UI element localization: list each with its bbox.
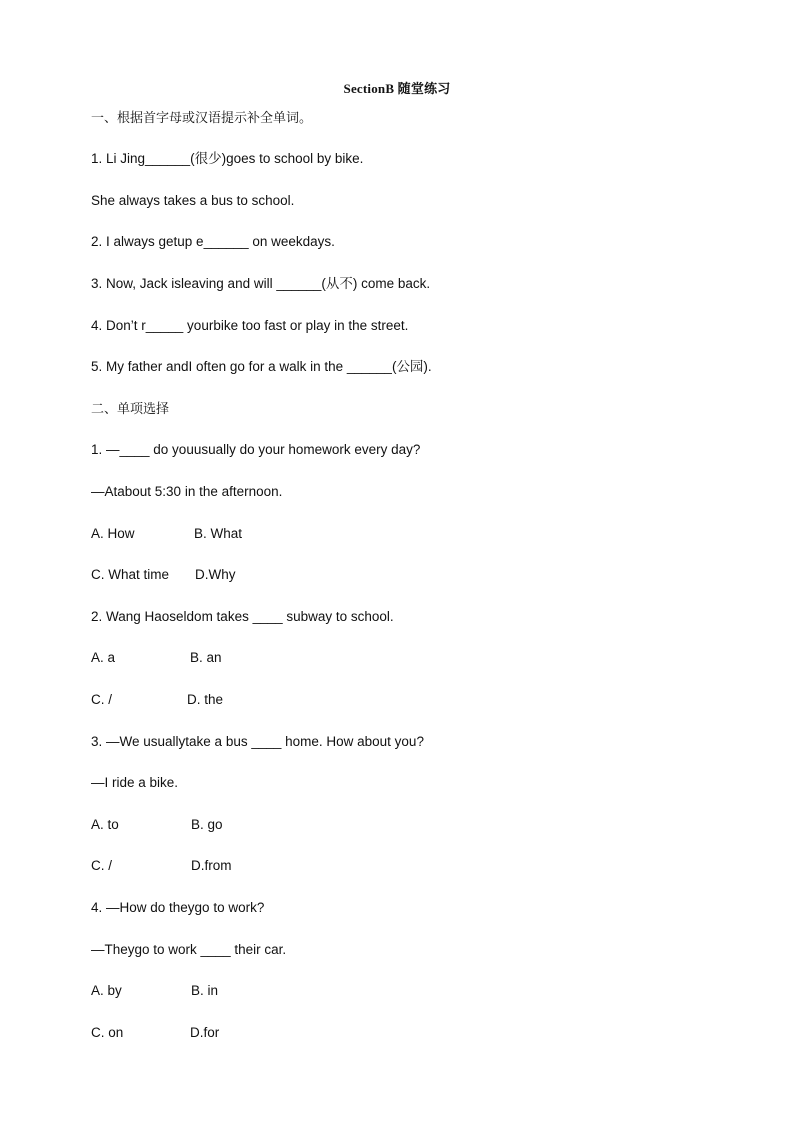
section-heading-fill-in: 一、根据首字母或汉语提示补全单词。 — [91, 110, 313, 125]
fill-question-5: 5. My father andI often go for a walk in the ______(公园). — [91, 359, 432, 374]
section-heading-multiple-choice: 二、单项选择 — [91, 401, 170, 416]
option-b: B. go — [191, 817, 223, 832]
fill-question-1: 1. Li Jing______(很少)goes to school by bike. — [91, 151, 364, 166]
fill-question-1-continuation: She always takes a bus to school. — [91, 193, 295, 208]
option-d: D. the — [187, 692, 224, 707]
fill-question-2: 2. I always getup e______ on weekdays. — [91, 234, 335, 249]
mc-question-1-stem: 1. —____ do youusually do your homework every day? — [91, 442, 421, 457]
mc-question-4-options-ab — [91, 983, 218, 999]
mc-question-4-stem: 4. —How do theygo to work? — [91, 900, 265, 915]
option-a: A. How — [91, 526, 135, 541]
mc-question-2-options-ab — [91, 650, 222, 666]
mc-question-1-options-cd — [91, 567, 236, 583]
mc-question-2-stem: 2. Wang Haoseldom takes ____ subway to school. — [91, 609, 394, 624]
option-c: C. / — [91, 858, 113, 873]
fill-question-3: 3. Now, Jack isleaving and will ______(从不) come back. — [91, 276, 431, 291]
option-b: B. in — [191, 983, 219, 998]
mc-question-3-stem: 3. —We usuallytake a bus ____ home. How about you? — [91, 734, 424, 749]
mc-question-2-options-cd — [91, 692, 223, 708]
option-c: C. What time — [91, 567, 170, 582]
mc-question-3-options-ab — [91, 817, 223, 833]
option-b: B. an — [190, 650, 222, 665]
mc-question-1-options-ab — [91, 526, 242, 542]
option-c: C. on — [91, 1025, 124, 1040]
option-c: C. / — [91, 692, 113, 707]
mc-question-1-reply: —Atabout 5:30 in the afternoon. — [91, 484, 283, 499]
option-d: D.for — [190, 1025, 220, 1040]
option-d: D.Why — [195, 567, 236, 582]
fill-question-4: 4. Don’t r_____ yourbike too fast or play in the street. — [91, 318, 409, 333]
mc-question-4-options-cd — [91, 1025, 219, 1041]
option-b: B. What — [194, 526, 243, 541]
option-a: A. by — [91, 983, 122, 998]
mc-question-3-reply: —I ride a bike. — [91, 775, 179, 790]
page-title: SectionB 随堂练习 — [343, 81, 451, 96]
option-a: A. to — [91, 817, 119, 832]
option-a: A. a — [91, 650, 116, 665]
mc-question-3-options-cd — [91, 858, 232, 874]
option-d: D.from — [191, 858, 232, 873]
mc-question-4-reply: —Theygo to work ____ their car. — [91, 942, 287, 957]
